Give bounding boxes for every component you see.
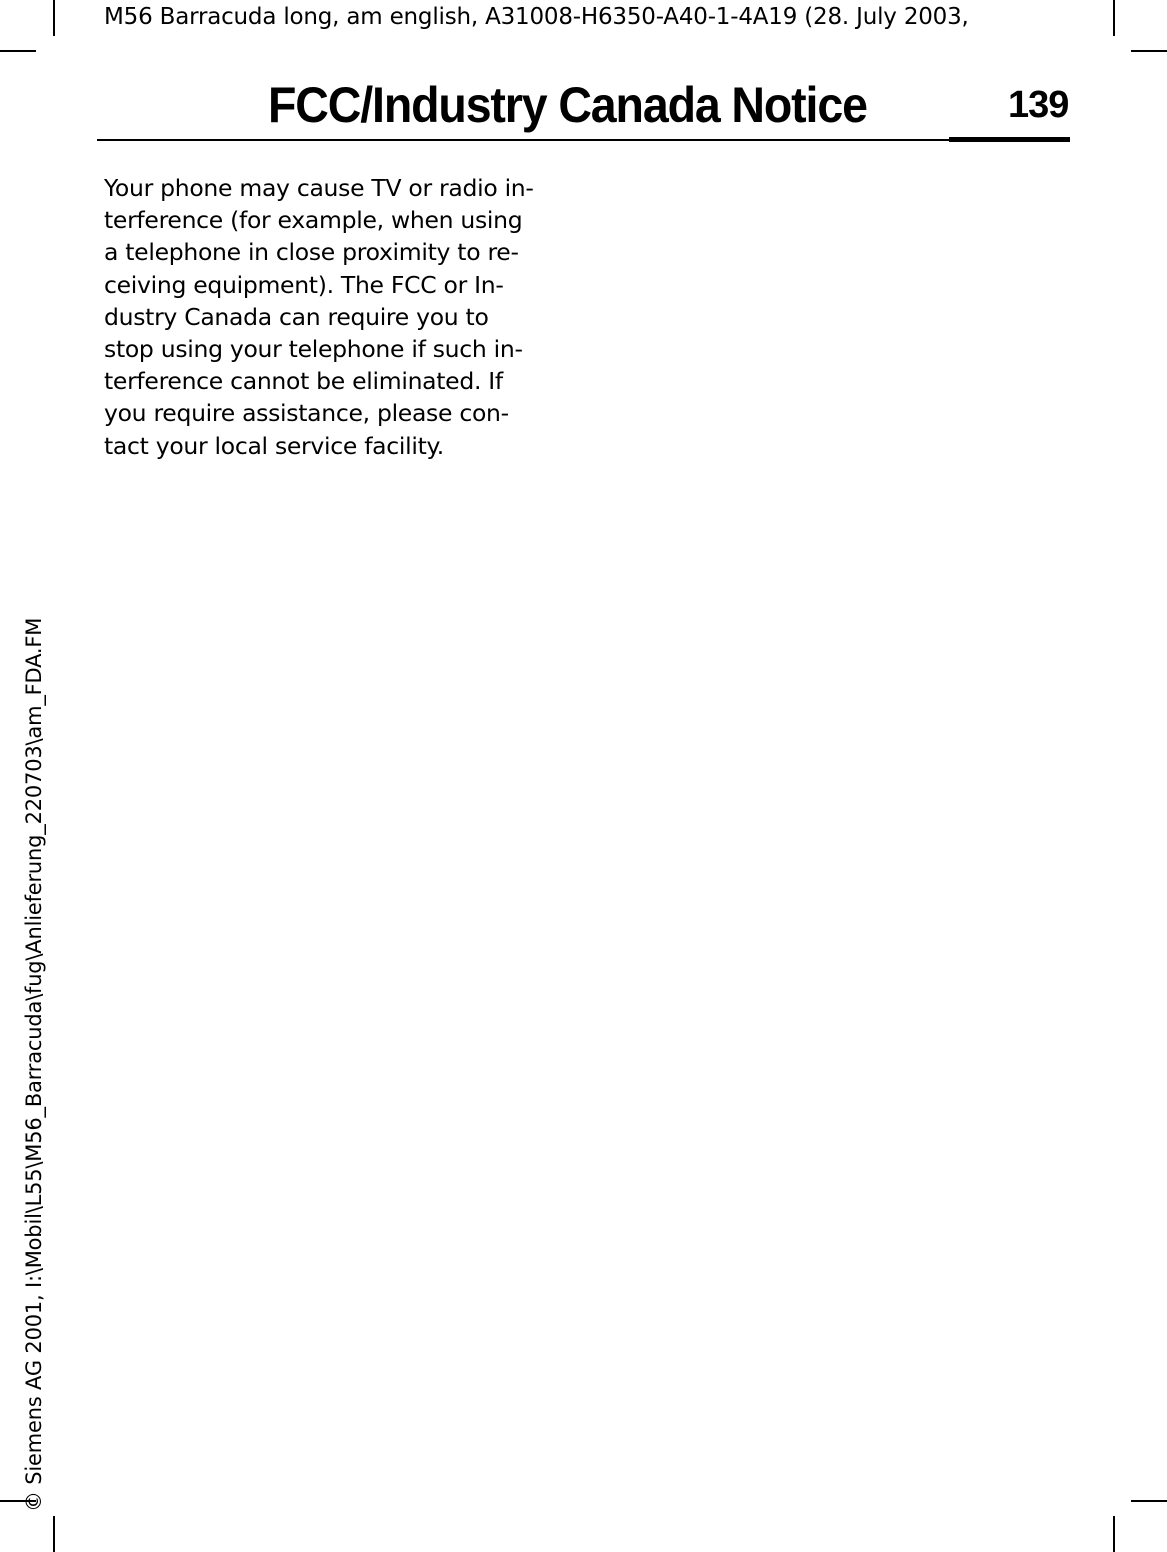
notice-paragraph <box>104 172 574 462</box>
paragraph-line: terference (for example, when using <box>104 206 523 235</box>
paragraph-line: a telephone in close proximity to re- <box>104 238 519 267</box>
crop-mark-top-left-vertical <box>53 0 55 36</box>
paragraph-line: tact your local service facility. <box>104 431 444 460</box>
document-meta-line: M56 Barracuda long, am english, A31008-H6350-A40-1-4A19 (28. July 2003, <box>104 4 969 30</box>
header-rule <box>97 139 949 141</box>
paragraph-line: ceiving equipment). The FCC or In- <box>104 270 504 299</box>
paragraph-line: stop using your telephone if such in- <box>104 335 523 364</box>
copyright-path: © Siemens AG 2001, I:\Mobil\L55\M56_Barracuda\fug\Anlieferung_220703\am_FDA.FM <box>22 617 46 1512</box>
crop-mark-top-right-horizontal <box>1131 50 1167 52</box>
page-number: 139 <box>1008 84 1069 126</box>
page-title: FCC/Industry Canada Notice <box>268 77 867 133</box>
crop-mark-bottom-right-horizontal <box>1131 1500 1167 1502</box>
paragraph-line: dustry Canada can require you to <box>104 302 489 331</box>
page-number-rule <box>949 137 1070 142</box>
paragraph-line: terference cannot be eliminated. If <box>104 367 503 396</box>
crop-mark-top-right-vertical <box>1113 0 1115 36</box>
paragraph-line: you require assistance, please con- <box>104 399 509 428</box>
crop-mark-top-left-horizontal <box>0 50 36 52</box>
crop-mark-bottom-left-vertical <box>53 1516 55 1552</box>
paragraph-line: Your phone may cause TV or radio in- <box>104 174 534 202</box>
crop-mark-bottom-right-vertical <box>1113 1516 1115 1552</box>
